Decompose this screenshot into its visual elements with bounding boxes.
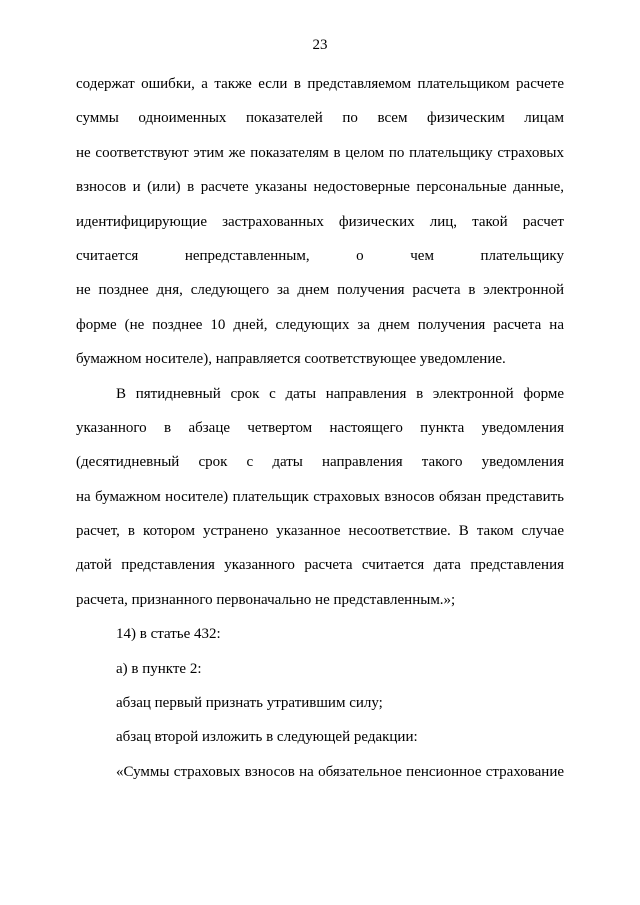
- text-line: (десятидневный срок с даты направления такого уведомления: [76, 454, 564, 471]
- text-line: расчет, в котором устранено указанное несоответствие. В таком случае: [76, 523, 564, 540]
- text-line: датой представления указанного расчета считается дата представления: [76, 557, 564, 574]
- list-item: а) в пункте 2:: [116, 660, 202, 677]
- text-line: взносов и (или) в расчете указаны недостоверные персональные данные,: [76, 179, 564, 196]
- paragraph-first-line: В пятидневный срок с даты направления в электронной форме: [116, 385, 564, 402]
- text-line: форме (не позднее 10 дней, следующих за днем получения расчета на: [76, 316, 564, 333]
- text-line: идентифицирующие застрахованных физических лиц, такой расчет: [76, 213, 564, 230]
- text-line: на бумажном носителе) плательщик страховых взносов обязан представить: [76, 488, 564, 505]
- text-line: указанного в абзаце четвертом настоящего пункта уведомления: [76, 419, 564, 436]
- paragraph-first-line: «Суммы страховых взносов на обязательное пенсионное страхование: [116, 763, 564, 780]
- list-item: 14) в статье 432:: [116, 626, 221, 643]
- text-line: содержат ошибки, а также если в представляемом плательщиком расчете: [76, 76, 564, 92]
- text-line: бумажном носителе), направляется соответствующее уведомление.: [76, 351, 506, 368]
- list-item: абзац первый признать утратившим силу;: [116, 695, 383, 712]
- text-line: не соответствуют этим же показателям в целом по плательщику страховых: [76, 144, 564, 161]
- text-line: суммы одноименных показателей по всем физическим лицам: [76, 110, 564, 127]
- text-line: считается непредставленным, о чем плательщику: [76, 247, 564, 264]
- page-number: 23: [312, 37, 328, 53]
- list-item: абзац второй изложить в следующей редакции:: [116, 729, 418, 746]
- text-line: расчета, признанного первоначально не представленным.»;: [76, 591, 456, 608]
- text-line: не позднее дня, следующего за днем получения расчета в электронной: [76, 282, 564, 299]
- document-body: [76, 74, 564, 796]
